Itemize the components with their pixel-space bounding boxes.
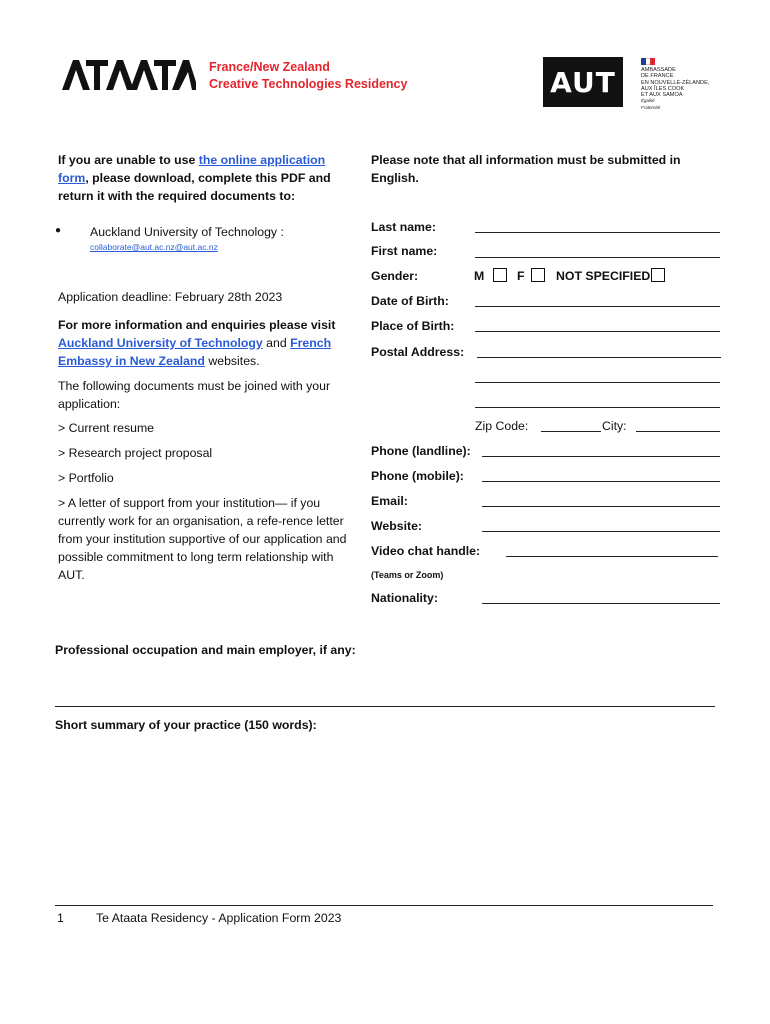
ataata-logo [62, 60, 196, 90]
embassy-logo-text: AMBASSADE DE FRANCE EN NOUVELLE-ZÉLANDE, AUX ÎLES COOK ET AUX SAMOA Égalité Fraternité [641, 67, 710, 110]
website-field[interactable] [482, 531, 720, 532]
first-name-field[interactable] [475, 257, 720, 258]
occupation-field[interactable] [55, 706, 715, 707]
page-number: 1 [57, 911, 64, 925]
french-flag-icon [641, 58, 655, 65]
gender-not-specified-label: NOT SPECIFIED [556, 269, 651, 283]
city-label: City: [602, 419, 627, 433]
document-item-portfolio: > Portfolio [58, 471, 114, 485]
website-label: Website: [371, 519, 423, 533]
gender-f-label: F [517, 269, 525, 283]
phone-landline-label: Phone (landline): [371, 444, 471, 458]
practice-summary-label: Short summary of your practice (150 words): [55, 718, 317, 732]
nationality-label: Nationality: [371, 591, 438, 605]
aut-contact-label: Auckland University of Technology : [90, 225, 284, 239]
practice-summary-area[interactable] [55, 740, 715, 900]
gender-m-label: M [474, 269, 485, 283]
document-item-proposal: > Research project proposal [58, 446, 213, 460]
zip-code-label: Zip Code: [475, 419, 529, 433]
video-chat-note: (Teams or Zoom) [371, 570, 444, 580]
date-of-birth-field[interactable] [475, 306, 720, 307]
document-item-resume: > Current resume [58, 421, 155, 435]
last-name-label: Last name: [371, 220, 436, 234]
documents-intro: The following documents must be joined with your application: [58, 379, 331, 411]
video-chat-label: Video chat handle: [371, 544, 481, 558]
document-item-letter: > A letter of support from your institution— if you currently work for an organisation, a refe-rence letter from your institution supportive of our application and possible commitment to long term relationship with AUT. [58, 496, 347, 582]
gender-label: Gender: [371, 269, 419, 283]
title-line-1: France/New Zealand [209, 60, 330, 74]
gender-m-checkbox[interactable] [493, 268, 507, 282]
place-of-birth-label: Place of Birth: [371, 319, 455, 333]
application-deadline: Application deadline: February 28th 2023 [58, 290, 283, 304]
english-note: Please note that all information must be submitted in English. [371, 153, 681, 185]
bullet-icon: ● [55, 225, 62, 236]
zip-code-field[interactable] [541, 431, 601, 432]
aut-website-link[interactable]: Auckland University of Technology [58, 336, 263, 350]
video-chat-field[interactable] [506, 556, 718, 557]
enquiries-paragraph: For more information and enquiries please visit Auckland University of Technology and French Embassy in New Zealand websites. [58, 318, 336, 368]
date-of-birth-label: Date of Birth: [371, 294, 449, 308]
phone-landline-field[interactable] [482, 456, 720, 457]
title-line-2: Creative Technologies Residency [209, 77, 408, 91]
postal-address-field-3[interactable] [475, 407, 720, 408]
email-field[interactable] [482, 506, 720, 507]
occupation-label: Professional occupation and main employer, if any: [55, 643, 356, 657]
aut-logo: AUT [543, 57, 623, 107]
intro-paragraph: If you are unable to use the online application form, please download, complete this PDF and return it with the required documents to: [58, 153, 331, 203]
email-label: Email: [371, 494, 408, 508]
nationality-field[interactable] [482, 603, 720, 604]
city-field[interactable] [636, 431, 720, 432]
place-of-birth-field[interactable] [475, 331, 720, 332]
postal-address-field-1[interactable] [477, 357, 721, 358]
postal-address-label: Postal Address: [371, 345, 465, 359]
footer-divider [55, 905, 713, 906]
gender-f-checkbox[interactable] [531, 268, 545, 282]
embassy-website-link[interactable]: French Embassy in New Zealand [58, 336, 332, 368]
first-name-label: First name: [371, 244, 438, 258]
residency-title [209, 59, 407, 93]
gender-not-specified-checkbox[interactable] [651, 268, 665, 282]
online-application-link[interactable]: the online application form [58, 153, 326, 185]
phone-mobile-field[interactable] [482, 481, 720, 482]
phone-mobile-label: Phone (mobile): [371, 469, 464, 483]
postal-address-field-2[interactable] [475, 382, 720, 383]
contact-email-link[interactable]: collaborate@aut.ac.nz@aut.ac.nz [90, 242, 218, 252]
last-name-field[interactable] [475, 232, 720, 233]
footer-text: Te Ataata Residency - Application Form 2023 [96, 911, 342, 925]
